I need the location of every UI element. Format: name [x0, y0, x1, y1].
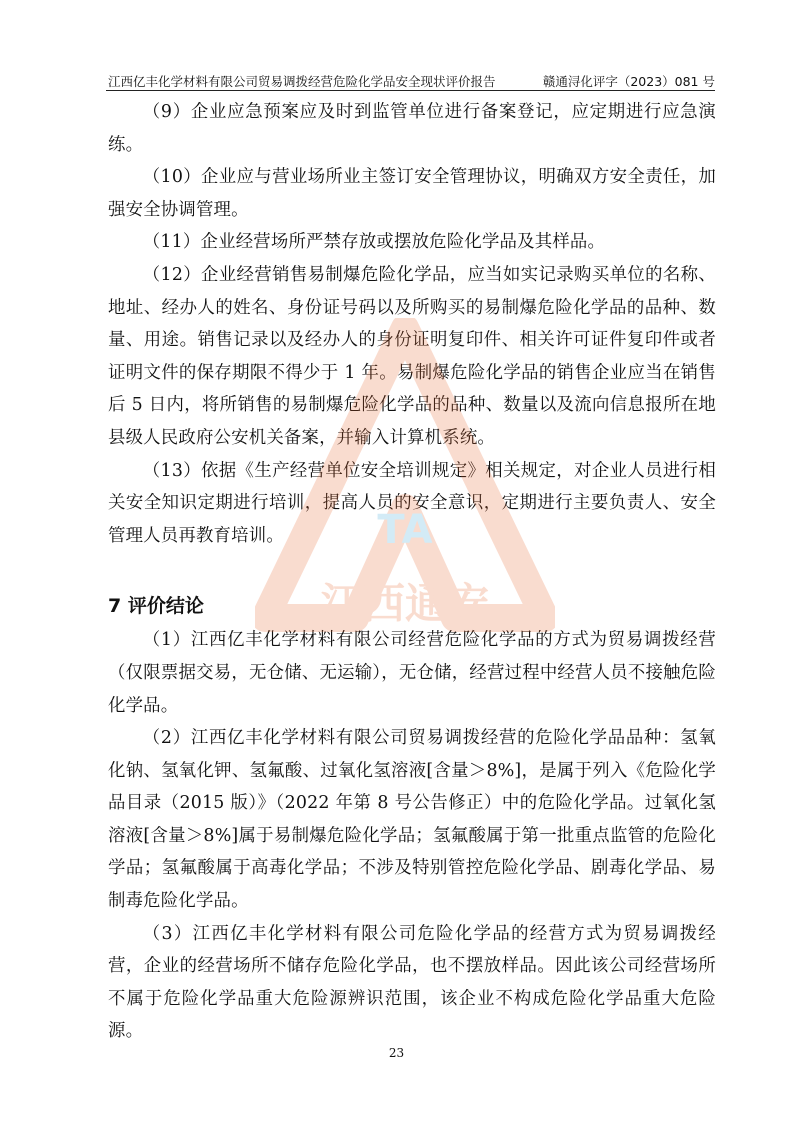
paragraph-item-13: （13）依据《生产经营单位安全培训规定》相关规定，对企业人员进行相关安全知识定期进行培训，提高人员的安全意识，定期进行主要负责人、安全管理人员再教育培训。 — [108, 460, 716, 546]
conclusion-item-2: （2）江西亿丰化学材料有限公司贸易调拨经营的危险化学品品种：氢氧化钠、氢氧化钾、氢氟酸、过氧化氢溶液[含量＞8%]，是属于列入《危险化学品目录（2015 版）》（2022 年第 8 号公告修正）中的危险化学品。过氧化氢溶液[含量＞8%]属于易制爆危险化学品；氢氟酸属于第一批重点监管的危险化学品；氢氟酸属于高毒化学品；不涉及特别管控危险化学品、剧毒化学品、易制毒危险化学品。 — [108, 728, 716, 912]
section-spacer — [108, 552, 716, 582]
section-title: 7 评价结论 — [108, 595, 204, 618]
paragraph-item-11: （11）企业经营场所严禁存放或摆放危险化学品及其样品。 — [142, 232, 606, 253]
conclusion-item-1: （1）江西亿丰化学材料有限公司经营危险化学品的方式为贸易调拨经营（仅限票据交易，无仓储、无运输），无仓储，经营过程中经营人员不接触危险化学品。 — [108, 630, 716, 716]
seal-sub-text: TA — [377, 507, 433, 553]
paragraph-item-12: （12）企业经营销售易制爆危险化学品，应当如实记录购买单位的名称、地址、经办人的姓名、身份证号码以及所购买的易制爆危险化学品的品种、数量、用途。销售记录以及经办人的身份证明复印件、相关许可证件复印件或者证明文件的保存期限不得少于 1 年。易制爆危险化学品的销售企业应当在销售后 5 日内，将所销售的易制爆危险化学品的品种、数量以及流向信息报所在地县级人民政府公安机关备案，并输入计算机系统。 — [108, 264, 716, 448]
header-report-number: 赣通浔化评字（2023）081 号 — [542, 74, 715, 89]
page-number: 23 — [388, 1046, 405, 1060]
seal-main-text: 江西通安 — [320, 579, 490, 628]
paragraph-item-10: （10）企业应与营业场所业主签订安全管理协议，明确双方安全责任，加强安全协调管理。 — [108, 167, 716, 220]
header-divider — [106, 90, 715, 91]
page-body — [108, 96, 716, 1048]
conclusion-item-3: （3）江西亿丰化学材料有限公司危险化学品的经营方式为贸易调拨经营，企业的经营场所不储存危险化学品，也不摆放样品。因此该公司经营场所不属于危险化学品重大危险源辨识范围，该企业不构成危险化学品重大危险源。 — [108, 923, 716, 1042]
header-report-title: 江西亿丰化学材料有限公司贸易调拨经营危险化学品安全现状评价报告 — [108, 74, 496, 89]
page-header — [108, 68, 715, 90]
paragraph-item-9: （9）企业应急预案应及时到监管单位进行备案登记，应定期进行应急演练。 — [108, 102, 716, 155]
